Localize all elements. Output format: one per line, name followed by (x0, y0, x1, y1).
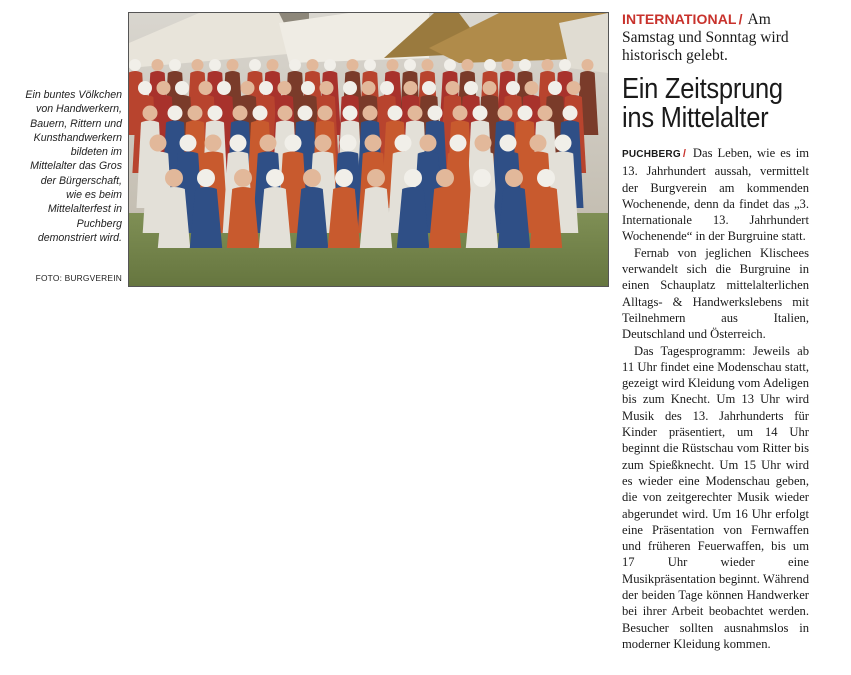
person-head (260, 135, 277, 152)
kicker-line (622, 10, 809, 65)
person-head (498, 106, 513, 121)
person-head (267, 59, 279, 71)
kicker-text: Am Samstag und Sonntag wird historisch gelebt. (622, 11, 789, 64)
person-head (446, 81, 460, 95)
person-figure (466, 187, 498, 248)
person-head (241, 81, 255, 95)
person-head (404, 81, 418, 95)
person-head (335, 169, 353, 187)
person-head (475, 135, 492, 152)
person-head (422, 81, 436, 95)
person-head (227, 59, 239, 71)
person-head (180, 135, 197, 152)
person-head (582, 59, 594, 71)
person-head (266, 169, 284, 187)
paragraph-1-text: Das Leben, wie es im 13. Jahrhundert aussah, vermittelt der Burgverein am kommenden Wochenende, denn da findet das „3. Internationale 13. Jahrhundert Wochenende“ in der Burgruine statt. (622, 146, 810, 244)
person-head (320, 81, 334, 95)
person-head (422, 59, 434, 71)
kicker-label: INTERNATIONAL (622, 11, 737, 27)
person-head (408, 106, 423, 121)
person-head (324, 59, 336, 71)
person-head (548, 81, 562, 95)
person-head (365, 135, 382, 152)
person-head (420, 135, 437, 152)
person-head (249, 59, 261, 71)
person-head (483, 81, 497, 95)
person-head (129, 59, 141, 71)
article-body (622, 145, 809, 652)
person-head (567, 81, 581, 95)
person-head (538, 106, 553, 121)
person-head (315, 135, 332, 152)
person-head (230, 135, 247, 152)
person-head (298, 106, 313, 121)
person-head (234, 169, 252, 187)
person-figure (190, 187, 222, 248)
person-head (347, 59, 359, 71)
person-head (285, 135, 302, 152)
person-head (188, 106, 203, 121)
person-head (197, 169, 215, 187)
person-head (502, 59, 514, 71)
person-figure (296, 187, 328, 248)
person-head (278, 81, 292, 95)
person-head (340, 135, 357, 152)
person-head (555, 135, 572, 152)
person-head (464, 81, 478, 95)
person-head (525, 81, 539, 95)
person-head (157, 81, 171, 95)
person-head (505, 169, 523, 187)
person-figure (227, 187, 259, 248)
person-head (388, 106, 403, 121)
person-head (367, 169, 385, 187)
person-head (318, 106, 333, 121)
person-head (530, 135, 547, 152)
dateline-separator: / (682, 148, 686, 160)
person-head (165, 169, 183, 187)
person-figure (530, 187, 562, 248)
person-head (563, 106, 578, 121)
person-head (209, 59, 221, 71)
person-head (506, 81, 520, 95)
article (622, 10, 809, 652)
person-head (484, 59, 496, 71)
person-head (500, 135, 517, 152)
person-head (519, 59, 531, 71)
person-head (301, 81, 315, 95)
person-head (537, 169, 555, 187)
person-head (462, 59, 474, 71)
person-head (343, 106, 358, 121)
person-figure (328, 187, 360, 248)
group-photo (128, 12, 609, 287)
person-head (152, 59, 164, 71)
person-figure (259, 187, 291, 248)
person-head (217, 81, 231, 95)
paragraph-1 (622, 145, 809, 245)
person-head (404, 59, 416, 71)
photo-credit: FOTO: BURGVEREIN (35, 273, 122, 283)
person-head (343, 81, 357, 95)
person-head (175, 81, 189, 95)
person-head (303, 169, 321, 187)
person-head (199, 81, 213, 95)
person-head (428, 106, 443, 121)
paragraph-2: Fernab von jeglichen Klischees verwandelt sich die Burgruine in einen Schauplatz mittelalterlichen Alltags- & Handwerkslebens mit Teilnehmern aus Italien, Deutschland und Österreich. (622, 245, 809, 342)
person-head (192, 59, 204, 71)
person-head (518, 106, 533, 121)
person-head (150, 135, 167, 152)
person-figure (397, 187, 429, 248)
person-head (169, 59, 181, 71)
person-head (307, 59, 319, 71)
headline-line-1: Ein Zeitsprung (622, 73, 783, 105)
person-head (253, 106, 268, 121)
person-head (362, 81, 376, 95)
person-head (542, 59, 554, 71)
person-head (436, 169, 454, 187)
headline (622, 75, 787, 133)
headline-line-2: ins Mittelalter (622, 102, 769, 134)
person-head (278, 106, 293, 121)
person-head (404, 169, 422, 187)
person-head (138, 81, 152, 95)
person-head (168, 106, 183, 121)
person-head (395, 135, 412, 152)
person-head (473, 169, 491, 187)
person-figure (360, 187, 392, 248)
person-head (259, 81, 273, 95)
person-head (208, 106, 223, 121)
person-head (143, 106, 158, 121)
person-figure (429, 187, 461, 248)
person-head (289, 59, 301, 71)
photo-caption: Ein buntes Völkchen von Handwerkern, Bauern, Rittern und Kunsthandwerkern bildeten im Mittelalter das Gros der Bürgerschaft, wie es beim Mittelalterfest in Puchberg demonstriert wird. (25, 89, 122, 244)
kicker-separator: / (738, 11, 743, 27)
person-head (450, 135, 467, 152)
person-head (380, 81, 394, 95)
person-head (444, 59, 456, 71)
person-head (364, 59, 376, 71)
person-head (387, 59, 399, 71)
person-head (453, 106, 468, 121)
person-head (363, 106, 378, 121)
person-head (205, 135, 222, 152)
person-head (559, 59, 571, 71)
person-figure (158, 187, 190, 248)
paragraph-3: Das Tagesprogramm: Jeweils ab 11 Uhr findet eine Modenschau statt, gezeigt wird Kleidung vom Adeligen bis zum Knecht. Um 13 Uhr wird Musik des 13. Jahrhunderts für Kinder präsentiert, um 14 Uhr beginnt die Rüstschau vom Ritter bis zum Spießknecht. Um 15 Uhr wird es wieder eine Modenschau geben, die von zeitgerechter Musik wieder abgerundet wird. Um 16 Uhr erfolgt eine Präsentation von Fernwaffen und früheren Feuerwaffen, bis um 17 Uhr wieder eine Musikpräsentation beginnt. Während der beiden Tage können Handwerker bei ihrer Arbeit beobachtet werden. Besucher sollten ausnahmslos in moderner Kleidung kommen. (622, 343, 809, 651)
dateline: PUCHBERG (622, 149, 681, 160)
person-figure (498, 187, 530, 248)
person-head (473, 106, 488, 121)
person-head (233, 106, 248, 121)
